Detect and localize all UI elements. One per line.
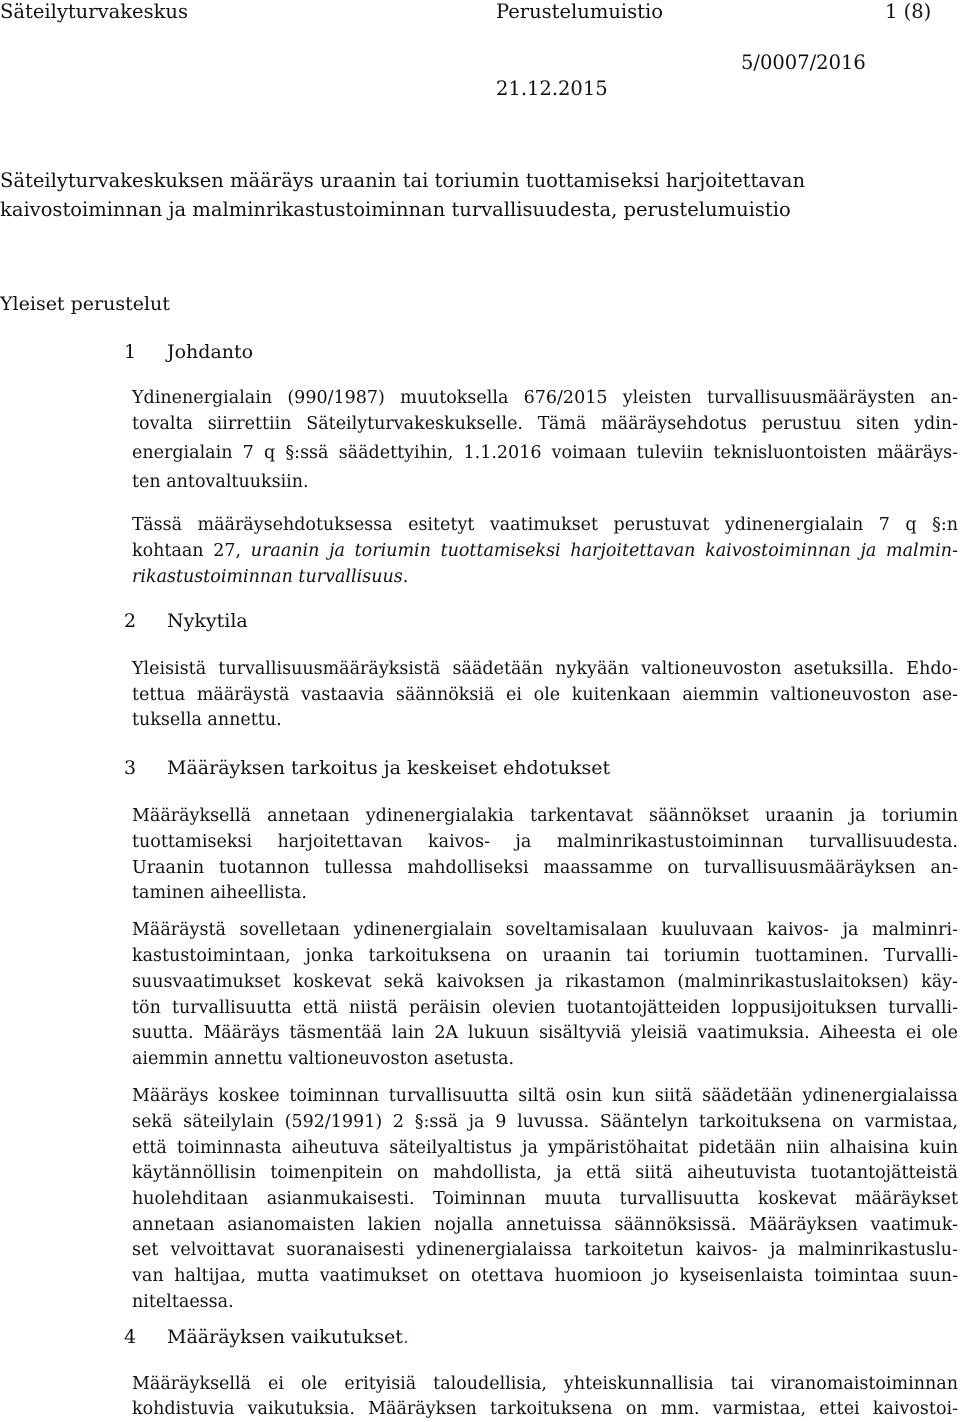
s3-p1-line-1: Määräyksellä annetaan ydinenergialakia tarkentavat säännökset uraanin ja toriumin xyxy=(132,806,958,826)
s1-p1-line-3: energialain 7 q §:ssä säädettyihin, 1.1.2016 voimaan tuleviin teknisluontoisten määräys- xyxy=(132,443,958,463)
section-4-title: Määräyksen vaikutukset xyxy=(167,1326,403,1348)
s3-p3-line-7: set velvoittavat suoranaisesti ydinenergialaissa tarkoitetun kaivos- ja malminrikastuslu- xyxy=(132,1240,958,1260)
section-1-number: 1 xyxy=(124,341,137,363)
s3-p1-line-4: taminen aiheellista. xyxy=(132,883,307,903)
s3-p2-line-2: kastustoimintaan, jonka tarkoituksena on uraanin tai toriumin tuottaminen. Turvalli- xyxy=(132,946,958,966)
section-4-number: 4 xyxy=(124,1326,137,1348)
s3-p2-line-4: tön turvallisuutta että niistä peräisin olevien tuotantojätteiden loppusijoituksen turvalli- xyxy=(132,998,958,1018)
s3-p3-line-3: että toiminnasta aiheutuva säteilyaltistus ja ympäristöhaitat pidetään niin alhaisina kuin xyxy=(132,1138,958,1158)
s4-p1-line-1: Määräyksellä ei ole erityisiä taloudellisia, yhteiskunnallisia tai viranomaistoiminnan xyxy=(132,1374,958,1394)
s1-p2-line-2 xyxy=(132,538,958,564)
header-date: 21.12.2015 xyxy=(496,77,608,100)
section-1-title: Johdanto xyxy=(167,341,254,363)
section-3-number: 3 xyxy=(124,757,137,779)
header-ref: 5/0007/2016 xyxy=(741,51,866,74)
s3-p2-line-6: aiemmin annettu valtioneuvoston asetusta. xyxy=(132,1049,515,1069)
s3-p3-line-4: käytännöllisin toimenpitein on mahdollista, ja että siitä aiheutuvista tuotantojätteistä xyxy=(132,1163,958,1183)
s1-p2-line-2-plain: kohtaan 27, xyxy=(132,541,251,561)
s1-p1-line-4: ten antovaltuuksiin. xyxy=(132,472,309,492)
s3-p3-line-2: sekä säteilylain (592/1991) 2 §:ssä ja 9 luvussa. Sääntelyn tarkoituksena on varmistaa, xyxy=(132,1112,958,1132)
general-heading: Yleiset perustelut xyxy=(0,293,170,315)
doc-title-line-1: Säteilyturvakeskuksen määräys uraanin tai toriumin tuottamiseksi harjoitettavan xyxy=(0,169,806,192)
s3-p1-line-3: Uraanin tuotannon tullessa mahdolliseksi maassamme on turvallisuusmääräyksen an- xyxy=(132,858,958,878)
s3-p2-line-1: Määräystä sovelletaan ydinenergialain soveltamisalaan kuuluvaan kaivos- ja malminri- xyxy=(132,920,958,940)
s1-p2-line-3-italic: rikastustoiminnan turvallisuus xyxy=(132,567,403,587)
section-2-number: 2 xyxy=(124,610,137,632)
section-2-title: Nykytila xyxy=(167,610,248,632)
doc-title-line-2: kaivostoiminnan ja malminrikastustoiminnan turvallisuudesta, perustelumuistio xyxy=(0,198,791,221)
s1-p2-line-3-end: . xyxy=(402,567,409,587)
s1-p2-line-3 xyxy=(132,564,408,590)
s3-p3-line-1: Määräys koskee toiminnan turvallisuutta siltä osin kun siitä säädetään ydinenergialaissa xyxy=(132,1086,958,1106)
s2-p1-line-1: Yleisistä turvallisuusmääräyksistä säädetään nykyään valtioneuvoston asetuksilla. Ehdo- xyxy=(132,659,958,679)
s3-p3-line-9: niteltaessa. xyxy=(132,1292,234,1312)
s3-p3-line-6: annetaan asianomaisten lakien nojalla annetuissa säännöksissä. Määräyksen vaatimuk- xyxy=(132,1215,958,1235)
s3-p3-line-8: van haltijaa, mutta vaatimukset on otettava huomioon jo kyseisenlaista toimintaa suun- xyxy=(132,1266,958,1286)
s3-p3-line-5: huolehditaan asianmukaisesti. Toiminnan muuta turvallisuutta koskevat määräykset xyxy=(132,1189,958,1209)
section-4-title-wrap xyxy=(167,1325,409,1349)
s3-p2-line-3: suusvaatimukset koskevat sekä kaivoksen ja rikastamon (malminrikastuslaitoksen) käy- xyxy=(132,972,958,992)
s3-p2-line-5: suutta. Määräys täsmentää lain 2A lukuun sisältyviä yleisiä vaatimuksia. Aiheesta ei ole xyxy=(132,1023,958,1043)
section-4-title-dot: . xyxy=(402,1326,409,1348)
s2-p1-line-2: tettua määräystä vastaavia säännöksiä ei ole kuitenkaan aiemmin valtioneuvoston ase- xyxy=(132,685,958,705)
s3-p1-line-2: tuottamiseksi harjoitettavan kaivos- ja malminrikastustoiminnan turvallisuudesta. xyxy=(132,832,958,852)
s1-p2-line-2-italic: uraanin ja toriumin tuottamiseksi harjoitettavan kaivostoiminnan ja malmin- xyxy=(250,541,958,561)
s1-p1-line-1: Ydinenergialain (990/1987) muutoksella 676/2015 yleisten turvallisuusmääräysten an- xyxy=(132,388,958,408)
header-doc-type: Perustelumuistio xyxy=(496,0,663,23)
s1-p1-line-2: tovalta siirrettiin Säteilyturvakeskukselle. Tämä määräysehdotus perustuu siten ydin- xyxy=(132,414,958,434)
s4-p1-line-2: kohdistuvia vaikutuksia. Määräyksen tarkoituksena on mm. varmistaa, ettei kaivostoi- xyxy=(132,1399,958,1419)
header-org: Säteilyturvakeskus xyxy=(0,0,188,23)
section-3-title: Määräyksen tarkoitus ja keskeiset ehdotukset xyxy=(167,757,611,779)
s2-p1-line-3: tuksella annettu. xyxy=(132,710,282,730)
s1-p2-line-1: Tässä määräysehdotuksessa esitetyt vaatimukset perustuvat ydinenergialain 7 q §:n xyxy=(132,515,958,535)
header-page: 1 (8) xyxy=(885,0,932,23)
